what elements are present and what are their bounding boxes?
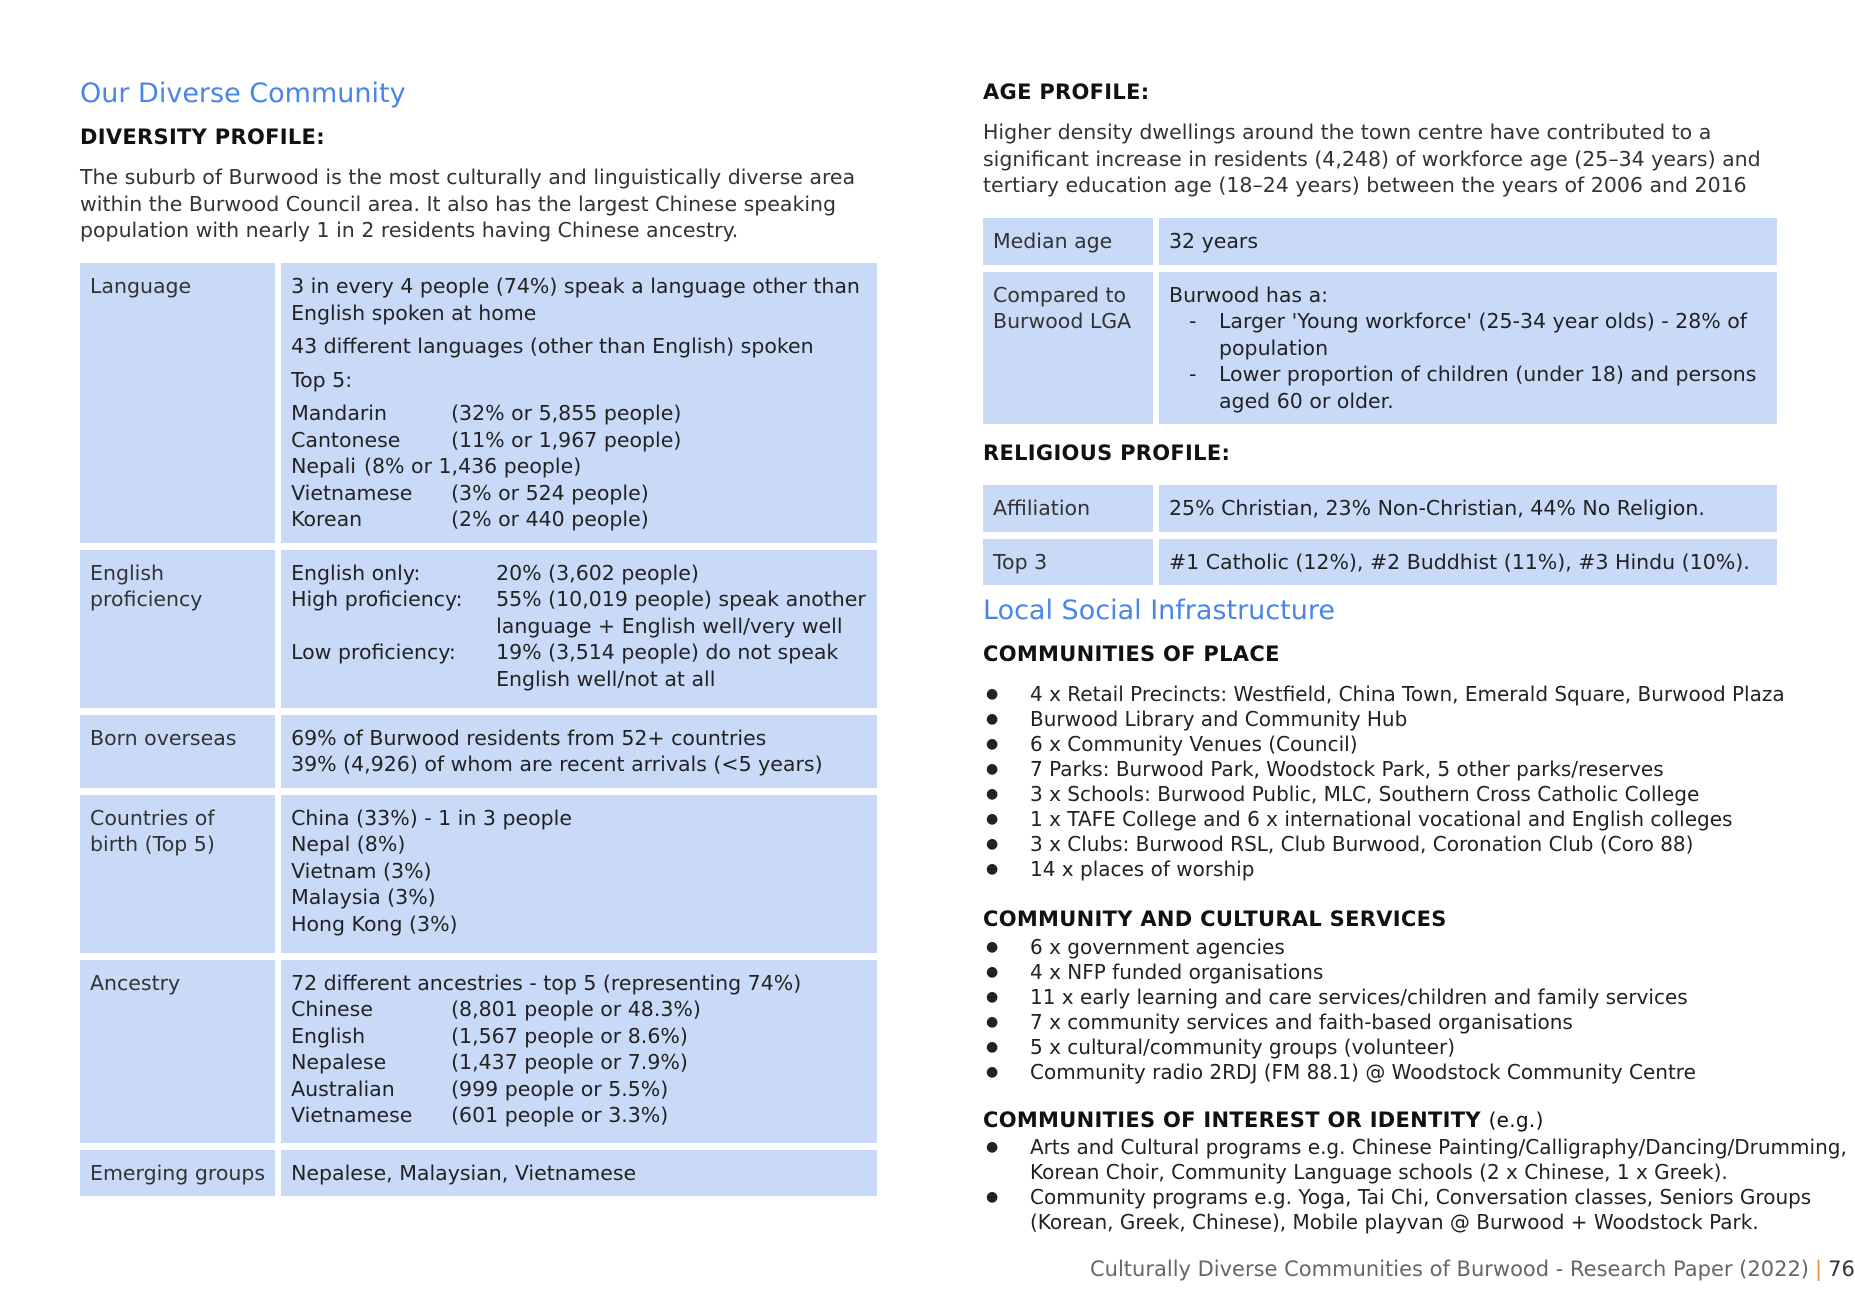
table-row-born-overseas [80,715,877,788]
row-label: Countries of birth (Top 5) [80,795,275,953]
list-item: ● Arts and Cultural programs e.g. Chinese Painting/Calligraphy/Dancing/Drumming, Korean Choir, Community Language schools (2 x Chinese, 1 x Greek). [983,1135,1847,1185]
list-item: ● 7 x community services and faith-based organisations [983,1010,1696,1035]
list-item: ● 11 x early learning and care services/children and family services [983,985,1696,1010]
table-row-language [80,263,877,543]
community-cultural-services-heading: COMMUNITY AND CULTURAL SERVICES [983,907,1447,931]
list-item: ● 3 x Clubs: Burwood RSL, Club Burwood, Coronation Club (Coro 88) [983,832,1785,857]
row-value: 69% of Burwood residents from 52+ countries 39% (4,926) of whom are recent arrivals (<5 years) [281,715,877,788]
list-item: ● 7 Parks: Burwood Park, Woodstock Park, 5 other parks/reserves [983,757,1785,782]
table-row-top-3 [983,539,1777,586]
list-item: ● Burwood Library and Community Hub [983,707,1785,732]
row-label: Median age [983,218,1153,265]
page-number: 76 [1828,1257,1855,1281]
list-item: - Lower proportion of children (under 18) and persons aged 60 or older. [1169,361,1767,414]
row-value: Burwood has a: - Larger 'Young workforce' (25-34 year olds) - 28% of population - Lower proportion of children (under 18) and persons aged 60 or older. [1159,272,1777,425]
age-profile-heading: AGE PROFILE: [983,80,1150,104]
religious-profile-heading: RELIGIOUS PROFILE: [983,441,1231,465]
diversity-intro: The suburb of Burwood is the most culturally and linguistically diverse area within the Burwood Council area. It also has the largest Chinese speaking population with nearly 1 in 2 residents having Chinese ancestry. [80,165,856,242]
communities-of-interest-heading: COMMUNITIES OF INTEREST OR IDENTITY (e.g.) [983,1108,1544,1132]
row-value: 32 years [1159,218,1777,265]
row-value: #1 Catholic (12%), #2 Buddhist (11%), #3 Hindu (10%). [1159,539,1777,586]
list-item: - Larger 'Young workforce' (25-34 year olds) - 28% of population [1169,308,1767,361]
table-row-affiliation [983,485,1777,532]
list-item: ● 6 x Community Venues (Council) [983,732,1785,757]
age-table [977,211,1783,431]
table-row-countries-of-birth [80,795,877,953]
table-row-english-proficiency [80,550,877,708]
communities-of-place-heading: COMMUNITIES OF PLACE [983,642,1280,666]
row-label: Top 3 [983,539,1153,586]
compared-list [1169,308,1767,414]
table-row-median-age [983,218,1777,265]
table-row-compared [983,272,1777,425]
footer-title: Culturally Diverse Communities of Burwood - Research Paper (2022) [1090,1257,1810,1281]
row-label: Language [80,263,275,543]
list-item: ● 3 x Schools: Burwood Public, MLC, Southern Cross Catholic College [983,782,1785,807]
row-label: Emerging groups [80,1150,275,1197]
community-cultural-services-list [983,935,1696,1085]
list-item: ● 6 x government agencies [983,935,1696,960]
age-intro: Higher density dwellings around the town centre have contributed to a significant increase in residents (4,248) of workforce age (25–34 years) and tertiary education age (18–24 years) between the years of 2006 and 2016 [983,120,1761,197]
row-value: China (33%) - 1 in 3 people Nepal (8%) Vietnam (3%) Malaysia (3%) Hong Kong (3%) [281,795,877,953]
language-top-list: Mandarin (32% or 5,855 people) Cantonese (11% or 1,967 people) Nepali (8% or 1,436 people) Vietnamese (3% or 524 people) Korean (2% or 440 people) [291,401,682,531]
row-label: Ancestry [80,960,275,1143]
communities-of-place-list [983,682,1785,882]
row-value: 3 in every 4 people (74%) speak a language other than English spoken at home 43 different languages (other than English) spoken Top 5: Mandarin (32% or 5,855 people) Cantonese (11% or 1,967 people) Nepali (8% or 1,436 people) Vietnamese (3% or 524 people) Korean (2% or 440 people) [281,263,877,543]
list-item: ● 4 x NFP funded organisations [983,960,1696,985]
row-label: Compared to Burwood LGA [983,272,1153,425]
table-row-emerging-groups [80,1150,877,1197]
section-heading-local-infrastructure: Local Social Infrastructure [983,595,1335,626]
row-value: 72 different ancestries - top 5 (representing 74%) Chinese (8,801 people or 48.3%) English (1,567 people or 8.6%) Nepalese (1,437 people or 7.9%) Australian (999 people or 5.5%) Vietnamese (601 people or 3.3%) [281,960,877,1143]
row-label: Born overseas [80,715,275,788]
diversity-profile-heading: DIVERSITY PROFILE: [80,125,325,149]
list-item: ● 5 x cultural/community groups (volunteer) [983,1035,1696,1060]
row-value: English only: 20% (3,602 people) High proficiency: 55% (10,019 people) speak another language + English well/very well Low proficiency: 19% (3,514 people) do not speak English well/not at all [281,550,877,708]
diversity-table [74,256,883,1203]
row-value: Nepalese, Malaysian, Vietnamese [281,1150,877,1197]
list-item: ● 4 x Retail Precincts: Westfield, China Town, Emerald Square, Burwood Plaza [983,682,1785,707]
list-item: ● 14 x places of worship [983,857,1785,882]
row-label: Affiliation [983,485,1153,532]
section-heading-diverse-community: Our Diverse Community [80,78,406,109]
table-row-ancestry [80,960,877,1143]
list-item: ● 1 x TAFE College and 6 x international vocational and English colleges [983,807,1785,832]
list-item: ● Community programs e.g. Yoga, Tai Chi, Conversation classes, Seniors Groups (Korean, Greek, Chinese), Mobile playvan @ Burwood + Woodstock Park. [983,1185,1847,1235]
page-footer [1090,1257,1855,1281]
row-value: 25% Christian, 23% Non-Christian, 44% No Religion. [1159,485,1777,532]
footer-separator: | [1815,1257,1823,1281]
religious-table [977,478,1783,592]
communities-of-interest-list [983,1135,1847,1235]
row-label: English proficiency [80,550,275,708]
list-item: ● Community radio 2RDJ (FM 88.1) @ Woodstock Community Centre [983,1060,1696,1085]
